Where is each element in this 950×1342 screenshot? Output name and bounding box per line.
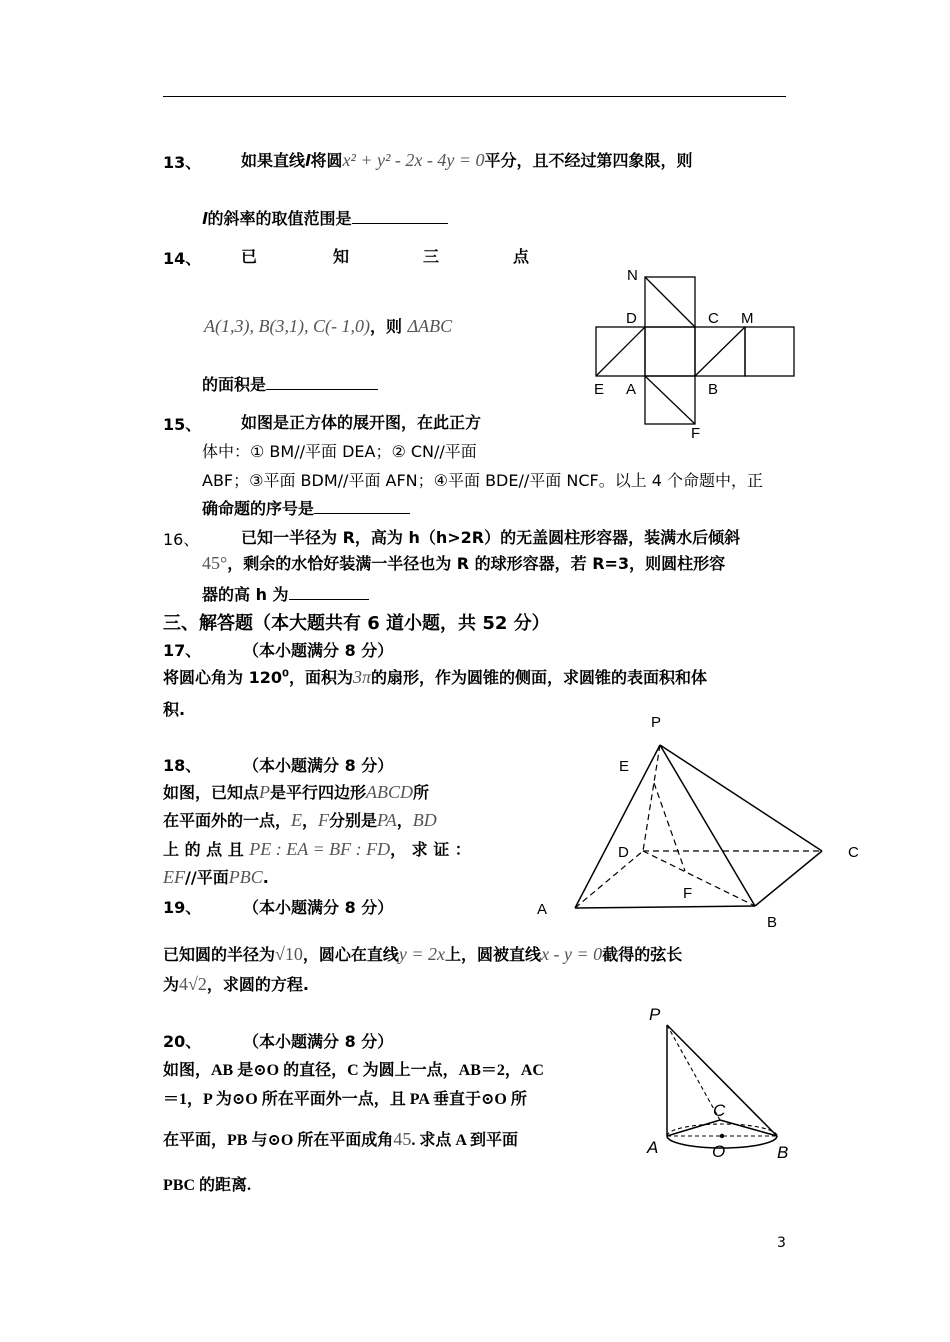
q14-ze: ，则	[369, 317, 402, 336]
pyr-label-C: C	[848, 844, 859, 861]
q16-answer-blank	[289, 585, 369, 600]
q14-word1: 已	[241, 247, 258, 266]
pyr-label-F: F	[683, 885, 693, 902]
q19-line2: x - y = 0	[541, 944, 603, 964]
q18-line2	[163, 808, 437, 831]
q19-chord: 4√2	[179, 974, 207, 994]
q14-number: 14、	[163, 249, 202, 268]
q18-line3	[163, 837, 471, 860]
pyr-label-E: E	[619, 758, 630, 775]
q19-score: （本小题满分 8 分）	[243, 898, 394, 917]
q14-word2: 知	[333, 247, 350, 266]
q18-line4	[163, 865, 269, 888]
q18-l3a: 上 的 点 且	[163, 840, 244, 859]
q18-l2a: 在平面外的一点，	[163, 811, 292, 830]
net-label-A: A	[626, 381, 637, 398]
q18-comma: ，	[302, 811, 319, 830]
q17-line1c: 的扇形，作为圆锥的侧面，求圆锥的表面积和体	[371, 668, 708, 687]
q18-l4b: .	[262, 868, 269, 887]
q20-number: 20、	[163, 1032, 202, 1051]
edge-BC	[755, 851, 822, 906]
cone-label-O: O	[712, 1142, 726, 1161]
q13-line2	[202, 206, 448, 229]
q16-line3	[202, 582, 369, 605]
q20-line3b: . 求点 A 到平面	[411, 1132, 518, 1149]
q19-l1b: ，圆心在直线	[302, 945, 399, 964]
q20-angle: 45	[393, 1129, 412, 1149]
edge-AD	[575, 851, 643, 908]
net-label-N: N	[627, 267, 638, 284]
q13-text3: 平分，且不经过第四象限，则	[484, 151, 693, 170]
q13-text4: 的斜率的取值范围是	[207, 209, 352, 228]
q19-l2a: 为	[163, 975, 180, 994]
q17-line1	[163, 665, 707, 688]
pyr-label-D: D	[618, 844, 629, 861]
q18-PBC: PBC	[228, 867, 263, 887]
page-number: 3	[777, 1235, 786, 1251]
q19-number: 19、	[163, 898, 202, 917]
q14-word4: 点	[513, 247, 530, 266]
q15-line4-text: 确命题的序号是	[202, 499, 315, 518]
q16-angle: 45°	[202, 553, 228, 573]
segment-AC	[667, 1120, 720, 1136]
net-diagonal-bottom	[645, 376, 695, 424]
q20-line1: 如图，AB 是⊙O 的直径，C 为圆上一点，AB＝2，AC	[163, 1062, 544, 1079]
q19-radius: √10	[275, 944, 303, 964]
q18-score: （本小题满分 8 分）	[243, 756, 394, 775]
net-diagonal-top	[645, 277, 695, 327]
q18-ABCD: ABCD	[366, 782, 414, 802]
center-O-dot	[720, 1134, 724, 1138]
pyr-label-P: P	[651, 714, 662, 731]
q15-answer-blank	[314, 499, 410, 514]
q17-number: 17、	[163, 641, 202, 660]
net-label-F: F	[691, 425, 701, 442]
q18-E: E	[291, 810, 303, 830]
q14-line2	[204, 314, 452, 337]
q18-line1	[163, 780, 429, 803]
q13-text1: 如果直线	[241, 151, 306, 170]
q20-line3a: 在平面，PB 与⊙O 所在平面成角	[163, 1132, 394, 1149]
q13-answer-blank	[352, 209, 448, 224]
q18-l1a: 如图，已知点	[163, 783, 260, 802]
q14-triangle: ΔABC	[407, 316, 453, 336]
net-label-M: M	[741, 310, 754, 327]
q14-text-end: 的面积是	[202, 375, 267, 394]
q17-area: 3π	[352, 667, 371, 687]
q17-sup: 0	[281, 668, 289, 680]
q13-text2: 将圆	[310, 151, 343, 170]
q19-line1	[163, 942, 682, 965]
q18-ratio: PE : EA = BF : FD	[249, 839, 391, 859]
q18-comma2: ，	[396, 811, 413, 830]
cone-label-P: P	[649, 1005, 661, 1024]
q14-line3	[202, 372, 378, 395]
pyr-label-B: B	[767, 914, 778, 931]
edge-AB	[575, 906, 755, 908]
cone-label-C: C	[713, 1101, 726, 1120]
net-label-E: E	[594, 381, 605, 398]
q19-line: y = 2x	[398, 944, 446, 964]
header-rule	[163, 96, 786, 97]
q19-l1a: 已知圆的半径为	[163, 945, 276, 964]
q18-number: 18、	[163, 756, 202, 775]
net-label-D: D	[626, 310, 637, 327]
q15-line1: 如图是正方体的展开图，在此正方	[241, 413, 482, 432]
q18-l2b: 分别是	[329, 811, 378, 830]
q20-line3	[163, 1127, 518, 1150]
q18-l3b: ， 求 证 ：	[390, 840, 471, 859]
net-diagonal-left	[596, 327, 645, 376]
q18-F: F	[318, 810, 330, 830]
q18-EF: EF	[163, 867, 185, 887]
q19-l1d: 截得的弦长	[602, 945, 683, 964]
q16-line2-text: ，剩余的水恰好装满一半径也为 R 的球形容器，若 R=3，则圆柱形容	[227, 554, 726, 573]
pyramid-figure	[530, 705, 870, 935]
q18-PA: PA	[377, 810, 397, 830]
section-title: 三、解答题（本大题共有 6 道小题，共 52 分）	[163, 613, 550, 634]
q14-points: A(1,3), B(3,1), C(- 1,0)	[204, 316, 370, 336]
q16-line1: 已知一半径为 R，高为 h（h>2R）的无盖圆柱形容器，装满水后倾斜	[241, 528, 741, 547]
q14-word3: 三	[423, 247, 440, 266]
q13-number: 13、	[163, 153, 202, 172]
q20-line2: ＝1，P 为⊙O 所在平面外一点，且 PA 垂直于⊙O 所	[163, 1091, 527, 1108]
q16-number: 16、	[163, 530, 200, 549]
cone-label-B: B	[777, 1143, 789, 1162]
cube-net-figure	[585, 262, 800, 442]
net-square-2	[645, 327, 695, 376]
q15-line4	[202, 496, 410, 519]
segment-EF	[654, 783, 685, 871]
q18-BD: BD	[412, 810, 437, 830]
net-label-C: C	[708, 310, 719, 327]
q15-line3: ABF；③平面 BDM//平面 AFN；④平面 BDE//平面 NCF。以上 4 个命题中，正	[202, 471, 764, 490]
q17-line2: 积.	[163, 700, 186, 719]
q14-answer-blank	[266, 375, 378, 390]
q13-line1	[241, 148, 693, 171]
q16-line3-text: 器的高 h 为	[202, 585, 289, 604]
q13-l: l	[305, 151, 311, 170]
q13-l2: l	[202, 209, 208, 228]
cone-label-A: A	[647, 1138, 659, 1157]
q19-line2-row	[163, 972, 309, 995]
q15-number: 15、	[163, 415, 202, 434]
q17-line1a: 将圆心角为 120	[163, 668, 282, 687]
net-label-B: B	[708, 381, 719, 398]
q18-P: P	[259, 782, 271, 802]
q17-score: （本小题满分 8 分）	[243, 641, 394, 660]
q19-l1c: 上，圆被直线	[445, 945, 542, 964]
q20-line4: PBC 的距离.	[163, 1177, 252, 1194]
edge-PC	[660, 745, 822, 851]
q20-score: （本小题满分 8 分）	[243, 1032, 394, 1051]
q13-equation: x² + y² - 2x - 4y = 0	[342, 150, 485, 170]
q17-line1b: ，面积为	[288, 668, 353, 687]
q18-l4a: //平面	[185, 868, 229, 887]
edge-PB	[660, 745, 755, 906]
q19-l2b: ，求圆的方程.	[206, 975, 309, 994]
q15-line2: 体中：① BM//平面 DEA；② CN//平面	[202, 442, 477, 461]
q18-l1c: 所	[413, 783, 430, 802]
pyr-label-A: A	[537, 901, 548, 918]
net-diagonal-mid	[695, 327, 745, 376]
net-square-4	[745, 327, 794, 376]
q18-l1b: 是平行四边形	[270, 783, 367, 802]
cone-figure	[640, 998, 800, 1168]
q16-line2	[202, 551, 725, 574]
